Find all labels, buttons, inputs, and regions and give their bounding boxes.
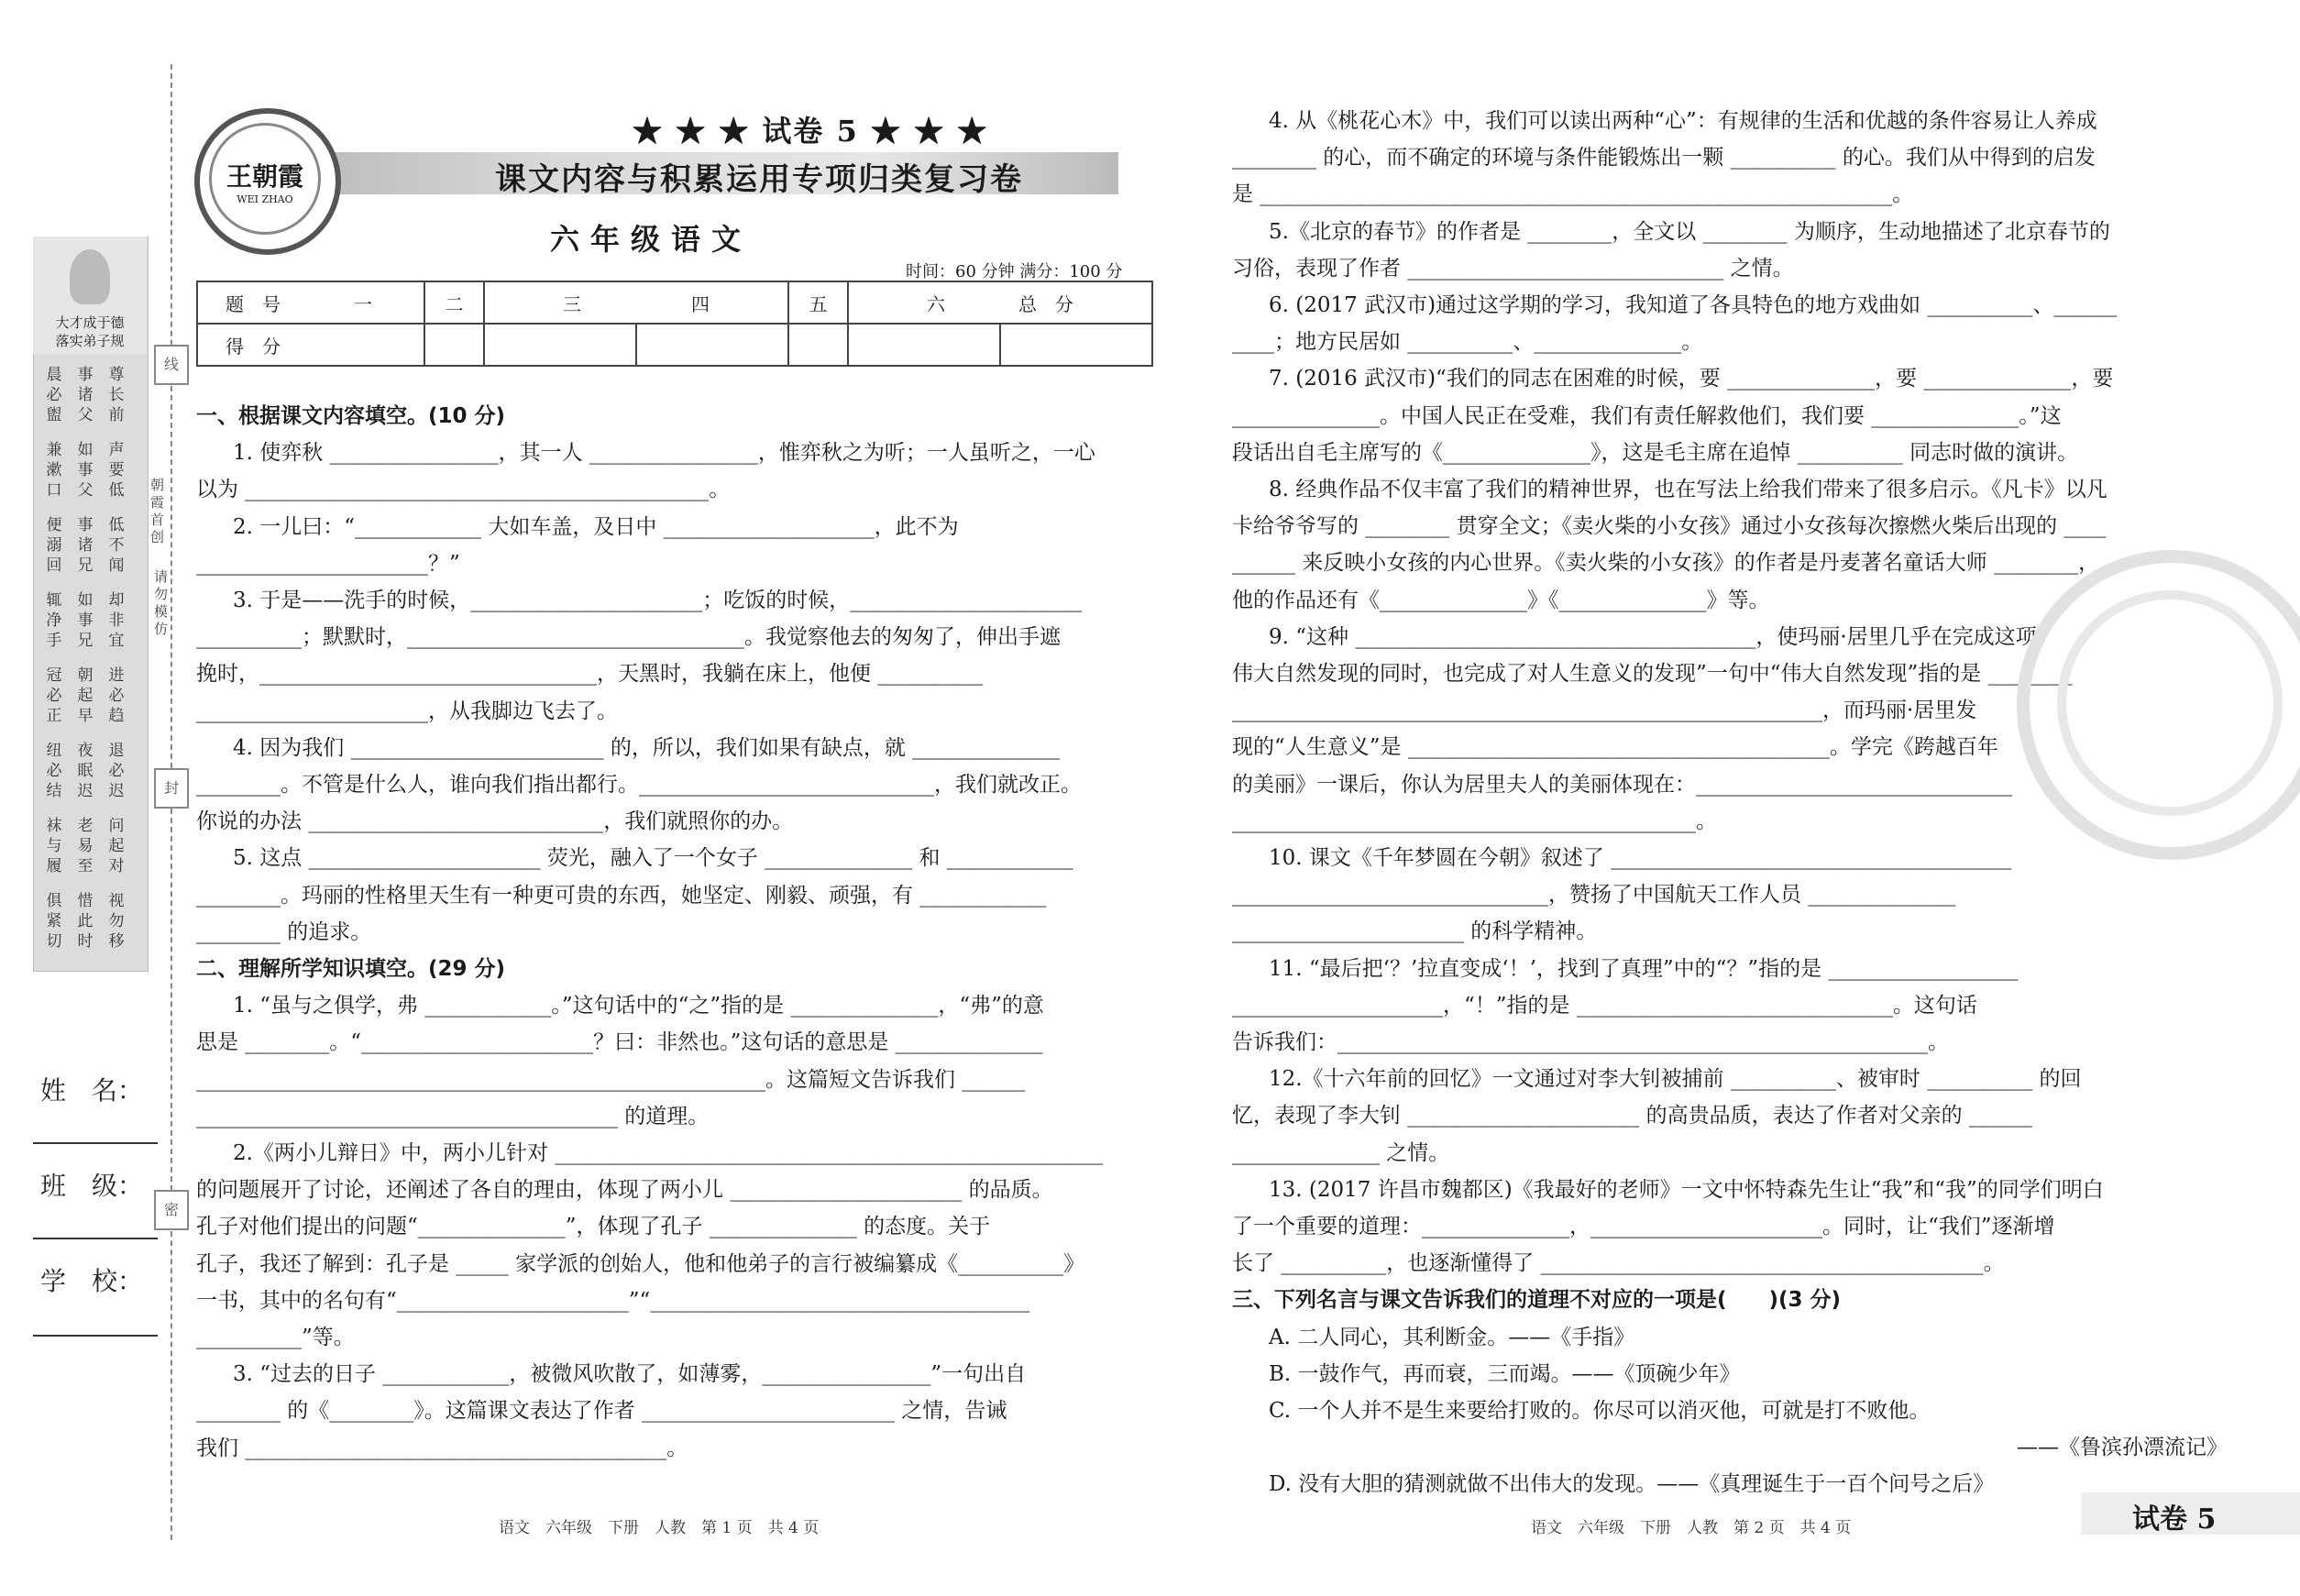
motto-column: 兼漱口 [46,441,62,500]
score-cell: 二 [424,281,484,324]
paper-number: ★ ★ ★ 试卷 5 ★ ★ ★ [633,114,989,149]
text-line: ______________。中国人民正在受难，我们有责任解救他们，我们要 ______________。”这 [1232,403,2062,428]
text-line: D. 没有大胆的猜测就做不出伟大的发现。——《真理诞生于一百个问号之后》 [1269,1472,1995,1497]
school-field[interactable] [33,1335,158,1337]
motto-column: 纽必结 [46,742,62,800]
text-line: ________ 的《________》。这篇课文表达了作者 ________________________ 之情，告诫 [196,1399,1007,1424]
text-line: ________。玛丽的性格里天生有一种更可贵的东西，她坚定、刚毅、顽强，有 ____________ [196,883,1047,908]
text-line: ________ 的心，而不确定的环境与条件能锻炼出一颗 __________ 的心。我们从中得到的启发 [1232,146,2096,171]
text-line: 5.《北京的春节》的作者是 ________，全文以 ________ 为顺序，生动地描述了北京春节的 [1269,219,2110,244]
scholar-figure-icon [70,249,110,304]
brand-logo [194,108,341,255]
score-table [196,281,1153,367]
motto-column: 如事兄 [77,591,94,650]
text-line: 3. 于是——洗手的时候，______________________；吃饭的时候，______________________ [233,589,1083,612]
cut-label-secret: 密 [154,1190,189,1230]
text-line: 7. (2016 武汉市)“我们的同志在困难的时候，要 ______________，要 ______________，要 [1269,367,2114,391]
text-line: 了一个重要的道理：______________，______________________。同时，让“我们”逐渐增 [1232,1215,2055,1238]
text-line: 1. 使弈秋 ________________，其一人 ________________，惟弈秋之为听；一人虽听之，一心 [233,441,1095,466]
text-line: 三、下列名言与课文告诉我们的道理不对应的一项是( )(3 分) [1232,1288,1842,1313]
text-line: C. 一个人并不是生来要给打败的。你尽可以消灭他，可就是打不败他。 [1269,1399,1931,1423]
text-line: 二、理解所学知识填空。(29 分) [196,957,506,981]
class-field[interactable] [33,1238,158,1239]
motto-column: 辄净手 [46,591,62,650]
text-line: 是 ____________________________________________________________。 [1232,182,1914,207]
text-line: 告诉我们：________________________________________________________。 [1232,1030,1949,1054]
text-line: ______________________，从我脚边飞去了。 [196,699,618,723]
text-line: 6. (2017 武汉市)通过这学期的学习，我知道了各具特色的地方戏曲如 __________、______ [1269,293,2118,317]
time-info: 时间：60 分钟 满分：100 分 [906,262,1123,281]
vertical-note: 朝霞首创 [150,477,165,545]
text-line: ——《鲁滨孙漂流记》 [2017,1436,2228,1460]
text-line: B. 一鼓作气，再而衰，三而竭。——《顶碗少年》 [1269,1361,1741,1386]
text-line: 5. 这点 ______________________ 荧光，融入了一个女子 ______________ 和 ____________ [233,846,1073,871]
motto-column: 尊长前 [108,366,125,424]
score-label: 得 分 [197,324,424,366]
score-input[interactable] [1000,324,1152,366]
text-line: 挽时，________________________________，天黑时，我躺在床上，他便 __________ [196,662,984,687]
vertical-note-2: 请勿模仿 [154,568,169,637]
motto-column: 事诸父 [77,366,94,424]
score-value-row [197,324,1152,366]
text-line: 忆，表现了李大钊 ______________________ 的高贵品质，表达了作者对父亲的 ______ [1232,1104,2032,1128]
paper-title: 课文内容与积累运用专项归类复习卷 [495,161,1023,198]
score-input[interactable] [636,324,788,366]
motto-column: 事诸兄 [77,516,94,575]
text-line: 的问题展开了讨论，还阐述了各自的理由，体现了两小儿 ______________________ 的品质。 [196,1178,1053,1203]
text-line: 思是 ________。“______________________？曰：非然也。”这句话的意思是 ______________ [196,1030,1043,1055]
logo-text: 王朝霞 [226,161,303,192]
motto-column: 视勿移 [108,892,125,951]
text-line: 孔子对他们提出的问题“______________”，体现了孔子 ______________ 的态度。关于 [196,1215,991,1239]
text-line: 孔子，我还了解到：孔子是 _____ 家学派的创始人，他和他弟子的言行被编纂成《__________》 [196,1251,1085,1276]
score-input[interactable] [848,324,1000,366]
text-line: ________。不管是什么人，谁向我们指出都行。____________________________，我们就改正。 [196,773,1082,797]
motto-column: 袜与履 [46,817,62,875]
score-input[interactable] [788,324,848,366]
cut-label-seal: 封 [154,768,189,809]
motto-header [33,237,147,354]
score-input[interactable] [424,324,484,366]
score-input[interactable] [484,324,636,366]
text-line: A. 二人同心，其利断金。——《手指》 [1269,1325,1635,1349]
text-line: 他的作品还有《______________》《______________》等。 [1232,588,1770,612]
motto-head-2: 落实弟子规 [55,333,125,349]
text-line: ______________________________，赞扬了中国航天工作人员 ______________ [1232,883,1956,908]
text-line: 2.《两小儿辩日》中，两小儿针对 ____________________________________________________ [233,1141,1104,1165]
text-line: 的美丽》一课后，你认为居里夫人的美丽体现在：______________________________ [1232,772,2012,797]
score-cell: 六 总 分 [848,281,1152,324]
text-line: ____________________________________________。 [1232,809,1717,833]
score-cell: 三 四 [484,281,788,324]
text-line: 1. “虽与之俱学，弗 ____________。”这句话中的“之”指的是 ______________，“弗”的意 [233,994,1044,1018]
corner-paper-label: 试卷 5 [2132,1503,2217,1535]
text-line: 你说的办法 ____________________________，我们就照你的办。 [196,809,794,834]
motto-column: 却非宜 [108,591,125,650]
motto-column: 冠必正 [46,666,62,725]
motto-head-1: 大才成于德 [55,314,125,331]
motto-column: 问起对 [108,817,125,875]
cut-label-line: 线 [154,345,189,385]
text-line: 现的“人生意义”是 ________________________________________。学完《跨越百年 [1232,735,1998,760]
text-line: 4. 因为我们 ________________________ 的，所以，我们如果有缺点，就 ______________ [233,735,1061,760]
text-line: __________；默默时，________________________________。我觉察他去的匆匆了，伸出手遮 [196,625,1061,650]
text-line: 13. (2017 许昌市魏都区)《我最好的老师》一文中怀特森先生让“我”和“我”的同学们明白 [1269,1177,2104,1202]
score-cell: 五 [788,281,848,324]
text-line: ______________________ 的科学精神。 [1232,919,1598,944]
text-line: 4. 从《桃花心木》中，我们可以读出两种“心”：有规律的生活和优越的条件容易让人养成 [1269,109,2097,133]
text-line: 10. 课文《千年梦圆在今朝》叙述了 ______________________________________ [1269,846,2012,870]
motto-column: 便溺回 [46,516,62,575]
text-line: 伟大自然发现的同时，也完成了对人生意义的发现”一句中“伟大自然发现”指的是 ________ [1232,662,2073,686]
motto-column: 老易至 [77,817,94,875]
text-line: 段话出自毛主席写的《______________》，这是毛主席在追悼 __________ 同志时做的演讲。 [1232,440,2079,465]
text-line: 11. “最后把‘？’拉直变成‘！’，找到了真理”中的“？”指的是 __________________ [1269,956,2019,981]
text-line: ____；地方民居如 __________、______________。 [1232,330,1703,355]
text-line: ____________________，“！”指的是 ______________________________。这句话 [1232,993,1977,1018]
footer-left: 语文 六年级 下册 人教 第 1 页 共 4 页 [499,1519,820,1537]
text-line: ______________ 之情。 [1232,1140,1450,1165]
text-line: ________________________________________ 的道理。 [196,1104,710,1128]
text-line: 一、根据课文内容填空。(10 分) [196,404,506,428]
score-cell: 题 号 一 [197,281,424,324]
text-line: 3. “过去的日子 ____________，被微风吹散了，如薄雾，________________”一句出自 [233,1362,1027,1387]
motto-column: 进必趋 [108,666,125,725]
text-line: ________ 的追求。 [196,919,372,944]
text-line: ______________________________________________________。这篇短文告诉我们 ______ [196,1067,1026,1092]
motto-column: 如事父 [77,441,94,500]
motto-column: 声要低 [108,441,125,500]
text-line: 一书，其中的名句有“______________________”“____________________________________ [196,1288,1030,1313]
logo-subtext: WEI ZHAO [237,193,293,205]
text-line: ______________________？” [196,551,460,576]
motto-column: 朝起早 [77,666,94,725]
text-line: 2. 一儿曰：“____________ 大如车盖，及日中 ____________________，此不为 [233,514,959,539]
class-label: 班 级： [40,1171,144,1201]
motto-column: 惜此时 [77,892,94,951]
text-line: 我们 ________________________________________。 [196,1436,688,1460]
text-line: 8. 经典作品不仅丰富了我们的精神世界，也在写法上给我们带来了很多启示。《凡卡》以凡 [1269,478,2107,501]
motto-column: 俱紧切 [46,892,62,951]
text-line: 卡给爷爷写的 ________ 贯穿全文；《卖火柴的小女孩》通过小女孩每次擦燃火柴后出现的 ____ [1232,514,2107,539]
text-line: 9. “这种 ______________________________________，使玛丽·居里几乎在完成这项 [1269,624,2037,649]
score-header-row [197,281,1152,324]
text-line: __________”等。 [196,1326,355,1349]
name-label: 姓 名： [40,1075,144,1106]
school-label: 学 校： [40,1266,144,1296]
subject-title: 六年级语文 [550,222,753,257]
text-line: 12.《十六年前的回忆》一文通过对李大钊被捕前 __________、被审时 __________ 的回 [1269,1067,2082,1092]
text-line: 以为 ____________________________________________。 [196,478,731,502]
motto-column: 夜眠迟 [77,742,94,800]
motto-column: 退必迟 [108,742,125,800]
text-line: 习俗，表现了作者 ______________________________ 之情。 [1232,256,1794,281]
motto-column: 低不闻 [108,516,125,575]
text-line: ________________________________________________________，而玛丽·居里发 [1232,699,1977,723]
name-field[interactable] [33,1142,158,1144]
footer-right: 语文 六年级 下册 人教 第 2 页 共 4 页 [1531,1519,1852,1537]
text-line: 长了 __________，也逐渐懂得了 __________________________________________。 [1232,1251,2005,1276]
watermark-seal-icon [2017,550,2300,860]
text-line: ______ 来反映小女孩的内心世界。《卖火柴的小女孩》的作者是丹麦著名童话大师 ________， [1232,551,2100,576]
motto-column: 晨必盥 [46,366,62,424]
